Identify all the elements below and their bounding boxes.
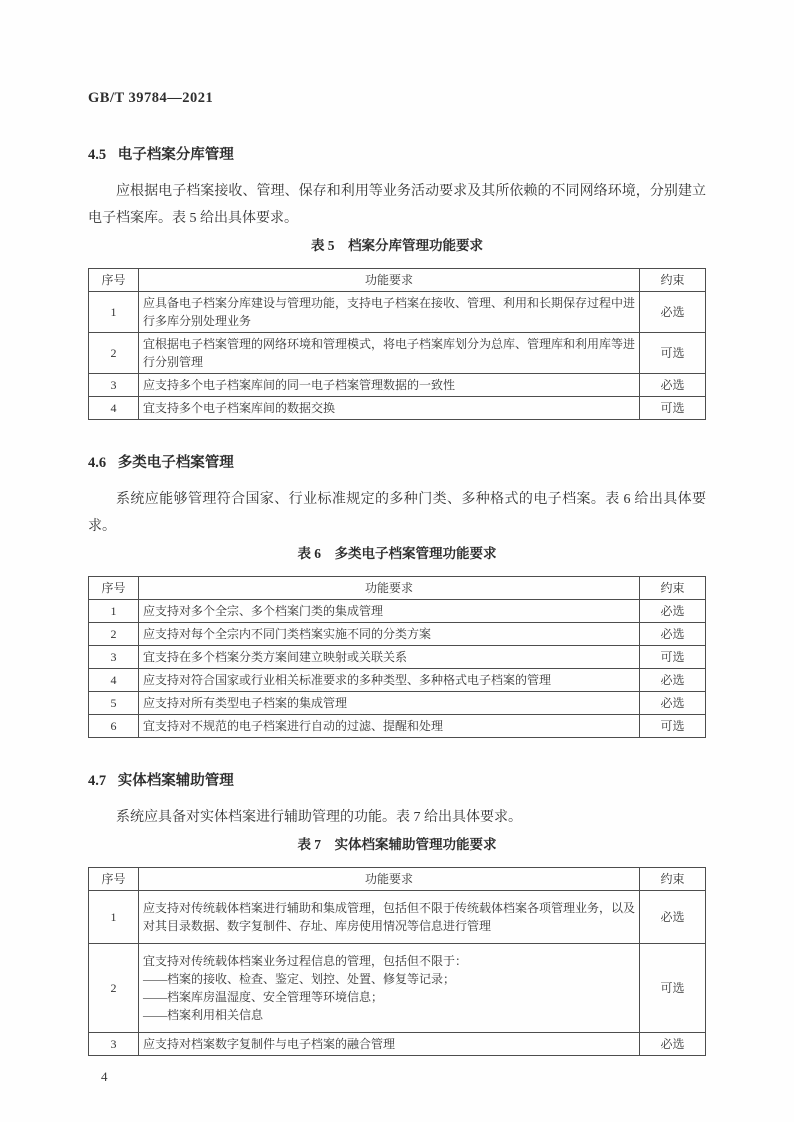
requirements-table-5 [88, 268, 706, 420]
section-title: 电子档案分库管理 [117, 147, 234, 163]
table-row [89, 333, 706, 374]
row-number-cell: 1 [89, 292, 139, 333]
table-row [89, 891, 706, 944]
constraint-cell: 可选 [640, 944, 706, 1033]
table-row [89, 669, 706, 692]
requirement-cell: 应支持对每个全宗内不同门类档案实施不同的分类方案 [139, 623, 640, 646]
row-number-cell: 3 [89, 646, 139, 669]
row-number-cell: 4 [89, 397, 139, 420]
table-header-cell-requirement: 功能要求 [139, 868, 640, 891]
table-header-cell-requirement: 功能要求 [139, 577, 640, 600]
requirement-line: ——档案库房温湿度、安全管理等环境信息； [143, 990, 384, 1004]
table-caption-label: 表 6 [297, 546, 322, 561]
table-caption-6 [88, 545, 706, 562]
table-row [89, 715, 706, 738]
table-header-cell-constraint: 约束 [640, 868, 706, 891]
constraint-cell: 必选 [640, 669, 706, 692]
row-number-cell: 4 [89, 669, 139, 692]
body-paragraph: 系统应能够管理符合国家、行业标准规定的多种门类、多种格式的电子档案。表 6 给出具体要求。 [88, 492, 706, 534]
table-caption-title: 实体档案辅助管理功能要求 [334, 837, 497, 852]
requirement-cell: 应支持对档案数字复制件与电子档案的融合管理 [139, 1033, 640, 1056]
requirement-line: ——档案的接收、检查、鉴定、划控、处置、修复等记录； [143, 972, 456, 986]
table-row [89, 1033, 706, 1056]
requirements-table-6 [88, 576, 706, 738]
table-caption-5 [88, 237, 706, 254]
table-row [89, 600, 706, 623]
section-number: 4.7 [88, 773, 107, 789]
constraint-cell: 必选 [640, 292, 706, 333]
constraint-cell: 必选 [640, 374, 706, 397]
table-header-row [89, 269, 706, 292]
requirement-cell: 应具备电子档案分库建设与管理功能，支持电子档案在接收、管理、利用和长期保存过程中进行多库分别处理业务 [139, 292, 640, 333]
constraint-cell: 必选 [640, 1033, 706, 1056]
requirement-cell: 宜支持在多个档案分类方案间建立映射或关联关系 [139, 646, 640, 669]
section-number: 4.6 [88, 455, 107, 471]
requirement-cell: 宜支持对不规范的电子档案进行自动的过滤、提醒和处理 [139, 715, 640, 738]
requirement-cell [139, 944, 640, 1033]
table-caption-7 [88, 836, 706, 853]
table-row [89, 646, 706, 669]
table-row [89, 397, 706, 420]
constraint-cell: 可选 [640, 333, 706, 374]
requirement-cell: 应支持多个电子档案库间的同一电子档案管理数据的一致性 [139, 374, 640, 397]
table-header-row [89, 577, 706, 600]
section-heading-4-5 [88, 143, 706, 164]
table-caption-label: 表 5 [310, 238, 335, 253]
row-number-cell: 5 [89, 692, 139, 715]
table-row [89, 944, 706, 1033]
page-number: 4 [101, 1069, 108, 1084]
section-number: 4.5 [88, 147, 107, 163]
requirements-table-7 [88, 867, 706, 1056]
row-number-cell: 3 [89, 1033, 139, 1056]
table-row [89, 374, 706, 397]
constraint-cell: 必选 [640, 891, 706, 944]
requirement-line: 宜支持对传统载体档案业务过程信息的管理，包括但不限于： [143, 954, 468, 968]
section-title: 多类电子档案管理 [117, 455, 234, 471]
constraint-cell: 必选 [640, 692, 706, 715]
section-heading-4-7 [88, 769, 706, 790]
table-row [89, 692, 706, 715]
table-row [89, 292, 706, 333]
requirement-cell: 应支持对传统载体档案进行辅助和集成管理，包括但不限于传统载体档案各项管理业务，以及对其目录数据、数字复制件、存址、库房使用情况等信息进行管理 [139, 891, 640, 944]
constraint-cell: 可选 [640, 715, 706, 738]
row-number-cell: 3 [89, 374, 139, 397]
table-header-cell-requirement: 功能要求 [139, 269, 640, 292]
table-caption-label: 表 7 [297, 837, 322, 852]
row-number-cell: 2 [89, 333, 139, 374]
section-title: 实体档案辅助管理 [117, 773, 234, 789]
requirement-cell: 应支持对多个全宗、多个档案门类的集成管理 [139, 600, 640, 623]
row-number-cell: 6 [89, 715, 139, 738]
table-caption-title: 档案分库管理功能要求 [348, 238, 484, 253]
requirement-cell: 宜根据电子档案管理的网络环境和管理模式，将电子档案库划分为总库、管理库和利用库等进行分别管理 [139, 333, 640, 374]
row-number-cell: 2 [89, 944, 139, 1033]
table-header-cell-constraint: 约束 [640, 269, 706, 292]
row-number-cell: 1 [89, 891, 139, 944]
table-header-row [89, 868, 706, 891]
body-paragraph: 系统应具备对实体档案进行辅助管理的功能。表 7 给出具体要求。 [116, 810, 522, 825]
table-header-cell-constraint: 约束 [640, 577, 706, 600]
requirement-cell: 宜支持多个电子档案库间的数据交换 [139, 397, 640, 420]
requirement-cell: 应支持对所有类型电子档案的集成管理 [139, 692, 640, 715]
table-header-cell-no: 序号 [89, 269, 139, 292]
table-header-cell-no: 序号 [89, 868, 139, 891]
table-header-cell-no: 序号 [89, 577, 139, 600]
constraint-cell: 必选 [640, 600, 706, 623]
table-row [89, 623, 706, 646]
constraint-cell: 必选 [640, 623, 706, 646]
constraint-cell: 可选 [640, 397, 706, 420]
row-number-cell: 2 [89, 623, 139, 646]
table-caption-title: 多类电子档案管理功能要求 [334, 546, 497, 561]
row-number-cell: 1 [89, 600, 139, 623]
constraint-cell: 可选 [640, 646, 706, 669]
requirement-cell: 应支持对符合国家或行业相关标准要求的多种类型、多种格式电子档案的管理 [139, 669, 640, 692]
body-paragraph: 应根据电子档案接收、管理、保存和利用等业务活动要求及其所依赖的不同网络环境，分别建立电子档案库。表 5 给出具体要求。 [88, 184, 706, 226]
section-heading-4-6 [88, 451, 706, 472]
requirement-line: ——档案利用相关信息 [143, 1008, 264, 1022]
standard-number-header: GB/T 39784—2021 [88, 90, 214, 106]
